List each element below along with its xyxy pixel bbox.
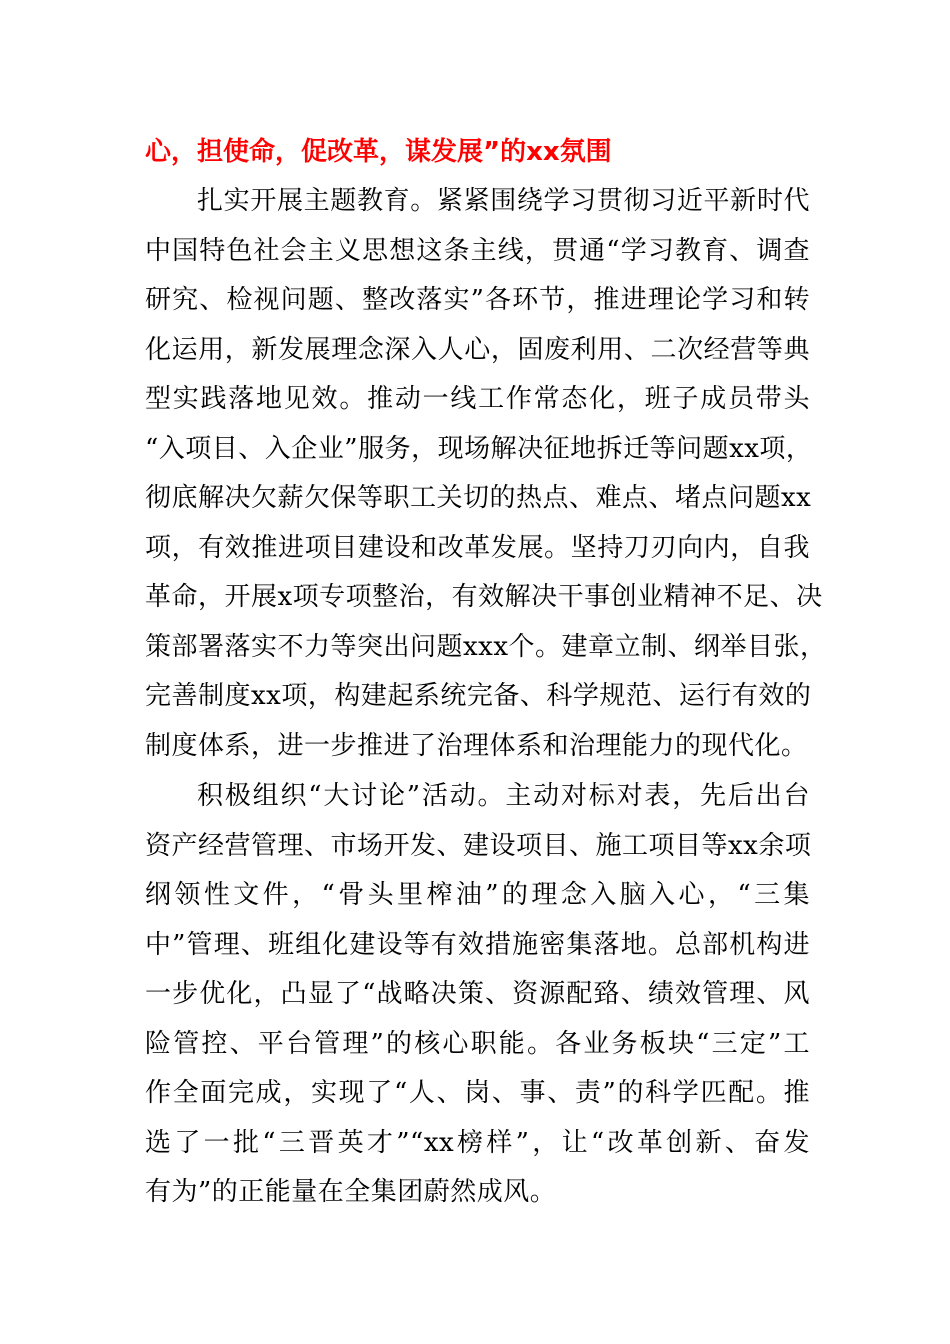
- paragraph-line: 项，有效推进项目建设和改革发展。坚持刀刃向内，自我: [145, 532, 810, 563]
- paragraph-line: 有为”的正能量在全集团蔚然成风。: [145, 1177, 557, 1207]
- paragraph-line: 完善制度xx项，构建起系统完备、科学规范、运行有效的: [145, 681, 812, 711]
- paragraph-line: 中”管理、班组化建设等有效措施密集落地。总部机构进: [145, 929, 810, 960]
- section-heading: 心，担使命，促改革，谋发展”的xx氛围: [145, 137, 612, 167]
- paragraph-discussion-activity: [145, 772, 810, 1218]
- paragraph-line: 积极组织“大讨论”活动。主动对标对表，先后出台: [197, 781, 810, 811]
- paragraph-line: 研究、检视问题、整改落实”各环节，推进理论学习和转: [145, 285, 810, 315]
- paragraph-line: 型实践落地见效。推动一线工作常态化，班子成员带头: [145, 384, 810, 414]
- paragraph-line: 纲领性文件，“骨头里榨油”的理念入脑入心，“三集: [145, 880, 810, 910]
- paragraph-line: 资产经营管理、市场开发、建设项目、施工项目等xx余项: [145, 830, 812, 861]
- paragraph-line: 制度体系，进一步推进了治理体系和治理能力的现代化。: [145, 730, 808, 761]
- paragraph-line: 险管控、平台管理”的核心职能。各业务板块“三定”工: [145, 1028, 810, 1059]
- paragraph-line: 一步优化，凸显了“战略决策、资源配臵、绩效管理、风: [145, 979, 810, 1009]
- paragraph-line: 化运用，新发展理念深入人心，固废利用、二次经营等典: [145, 334, 810, 365]
- paragraph-line: “入项目、入企业”服务，现场解决征地拆迁等问题xx项，: [145, 433, 813, 464]
- paragraph-line: 选了一批“三晋英才”“xx榜样”，让“改革创新、奋发: [145, 1127, 810, 1158]
- paragraph-line: 革命，开展x项专项整治，有效解决干事创业精神不足、决: [145, 582, 823, 612]
- paragraph-line: 扎实开展主题教育。紧紧围绕学习贯彻习近平新时代: [197, 186, 810, 216]
- paragraph-line: 彻底解决欠薪欠保等职工关切的热点、难点、堵点问题xx: [145, 483, 812, 513]
- paragraph-theme-education: [145, 177, 827, 771]
- paragraph-line: 中国特色社会主义思想这条主线，贯通“学习教育、调查: [145, 235, 810, 266]
- paragraph-line: 策部署落实不力等突出问题xxx个。建章立制、纲举目张，: [145, 631, 827, 662]
- paragraph-line: 作全面完成，实现了“人、岗、事、责”的科学匹配。推: [145, 1078, 810, 1108]
